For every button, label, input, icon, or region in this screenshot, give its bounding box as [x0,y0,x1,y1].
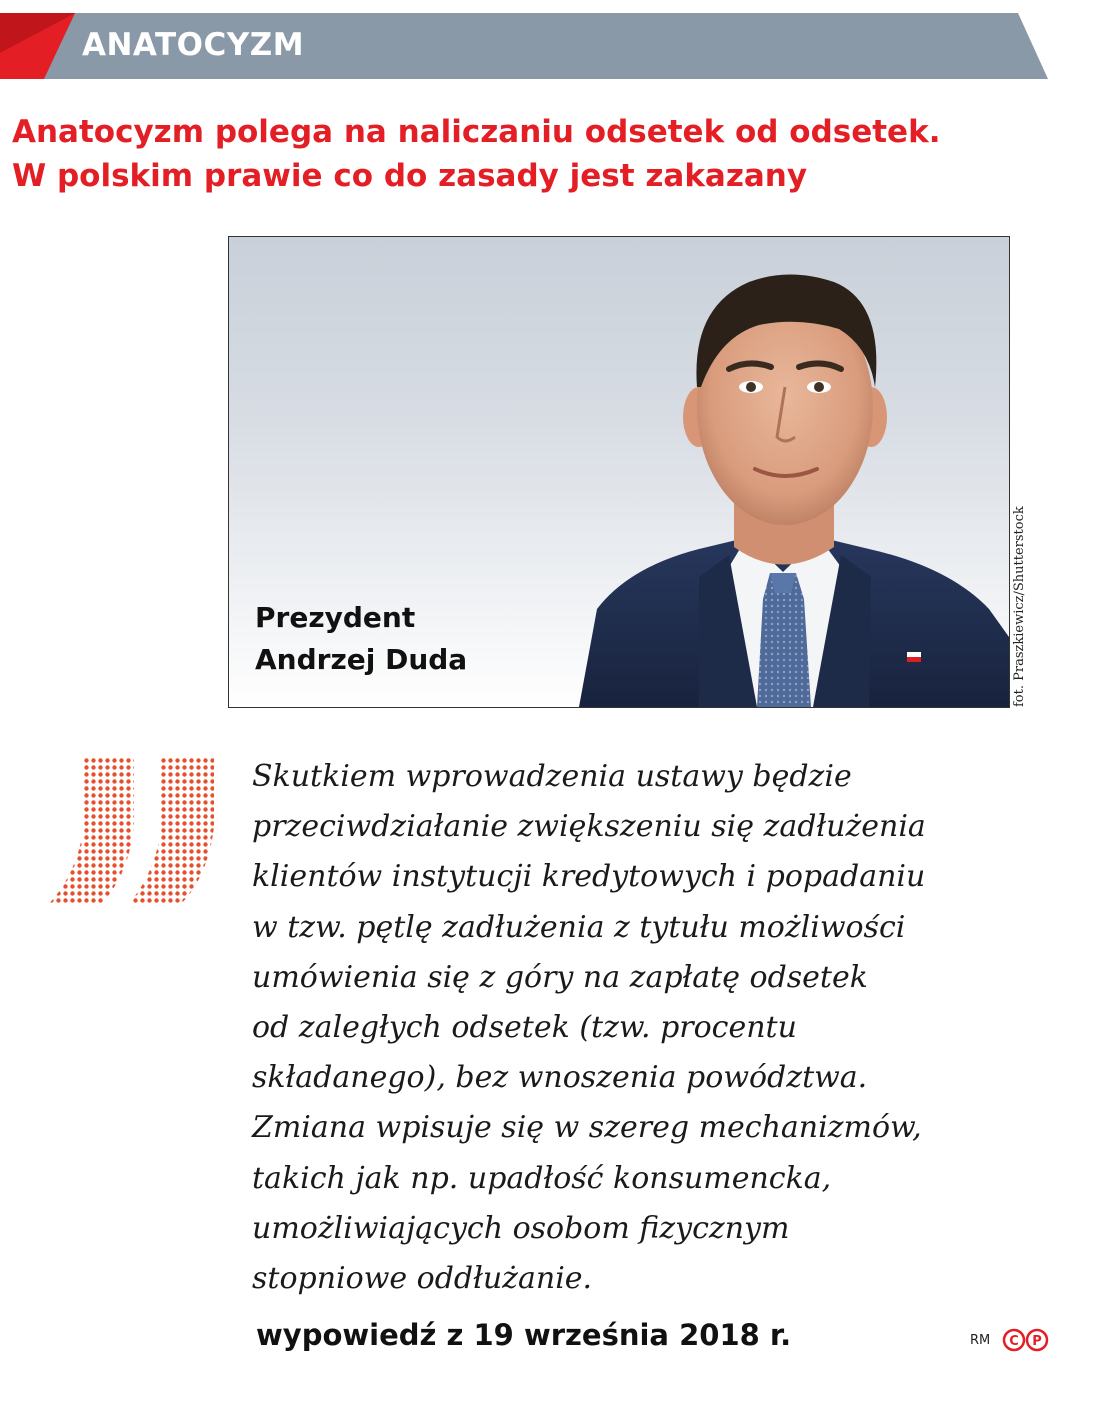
photo-credit: fot. Praszkiewicz/Shutterstock [1012,506,1027,707]
quote-line: umówienia się z góry na zapłatę odsetek [252,959,868,995]
quote-line: składanego), bez wnoszenia powództwa. [252,1060,868,1096]
headline [12,110,1092,198]
quote-line: przeciwdziałanie zwiększeniu się zadłużenia [252,809,926,845]
quote-line: takich jak np. upadłość konsumencka, [252,1160,832,1196]
author-initials: RM [970,1333,991,1348]
quote-line: klientów instytucji kredytowych i popadaniu [252,859,926,895]
photo-caption [255,597,467,681]
quote-line: Skutkiem wprowadzenia ustawy będzie [252,759,852,794]
copyright-badge-icon [1002,1328,1050,1352]
portrait-photo [228,236,1010,708]
headline-line: W polskim prawie co do zasady jest zakazany [12,158,808,194]
badge-p: P [1032,1334,1042,1349]
caption-line: Prezydent [255,601,416,634]
caption-line: Andrzej Duda [255,643,468,676]
quote-line: w tzw. pętlę zadłużenia z tytułu możliwości [252,909,906,945]
banner-title: ANATOCYZM [82,27,305,63]
section-banner [0,13,1050,79]
quote-line: Zmiana wpisuje się w szereg mechanizmów, [252,1110,922,1146]
quote-source: wypowiedź z 19 września 2018 r. [256,1318,792,1352]
quote-text [252,752,1032,1304]
quote-line: stopniowe oddłużanie. [252,1261,593,1297]
quote-line: od zaległych odsetek (tzw. procentu [252,1010,797,1046]
badge-c: C [1009,1334,1019,1349]
dotted-quote-icon [48,757,218,905]
headline-line: Anatocyzm polega na naliczaniu odsetek od odsetek. [12,114,941,150]
quote-line: umożliwiających osobom fizycznym [252,1210,790,1246]
